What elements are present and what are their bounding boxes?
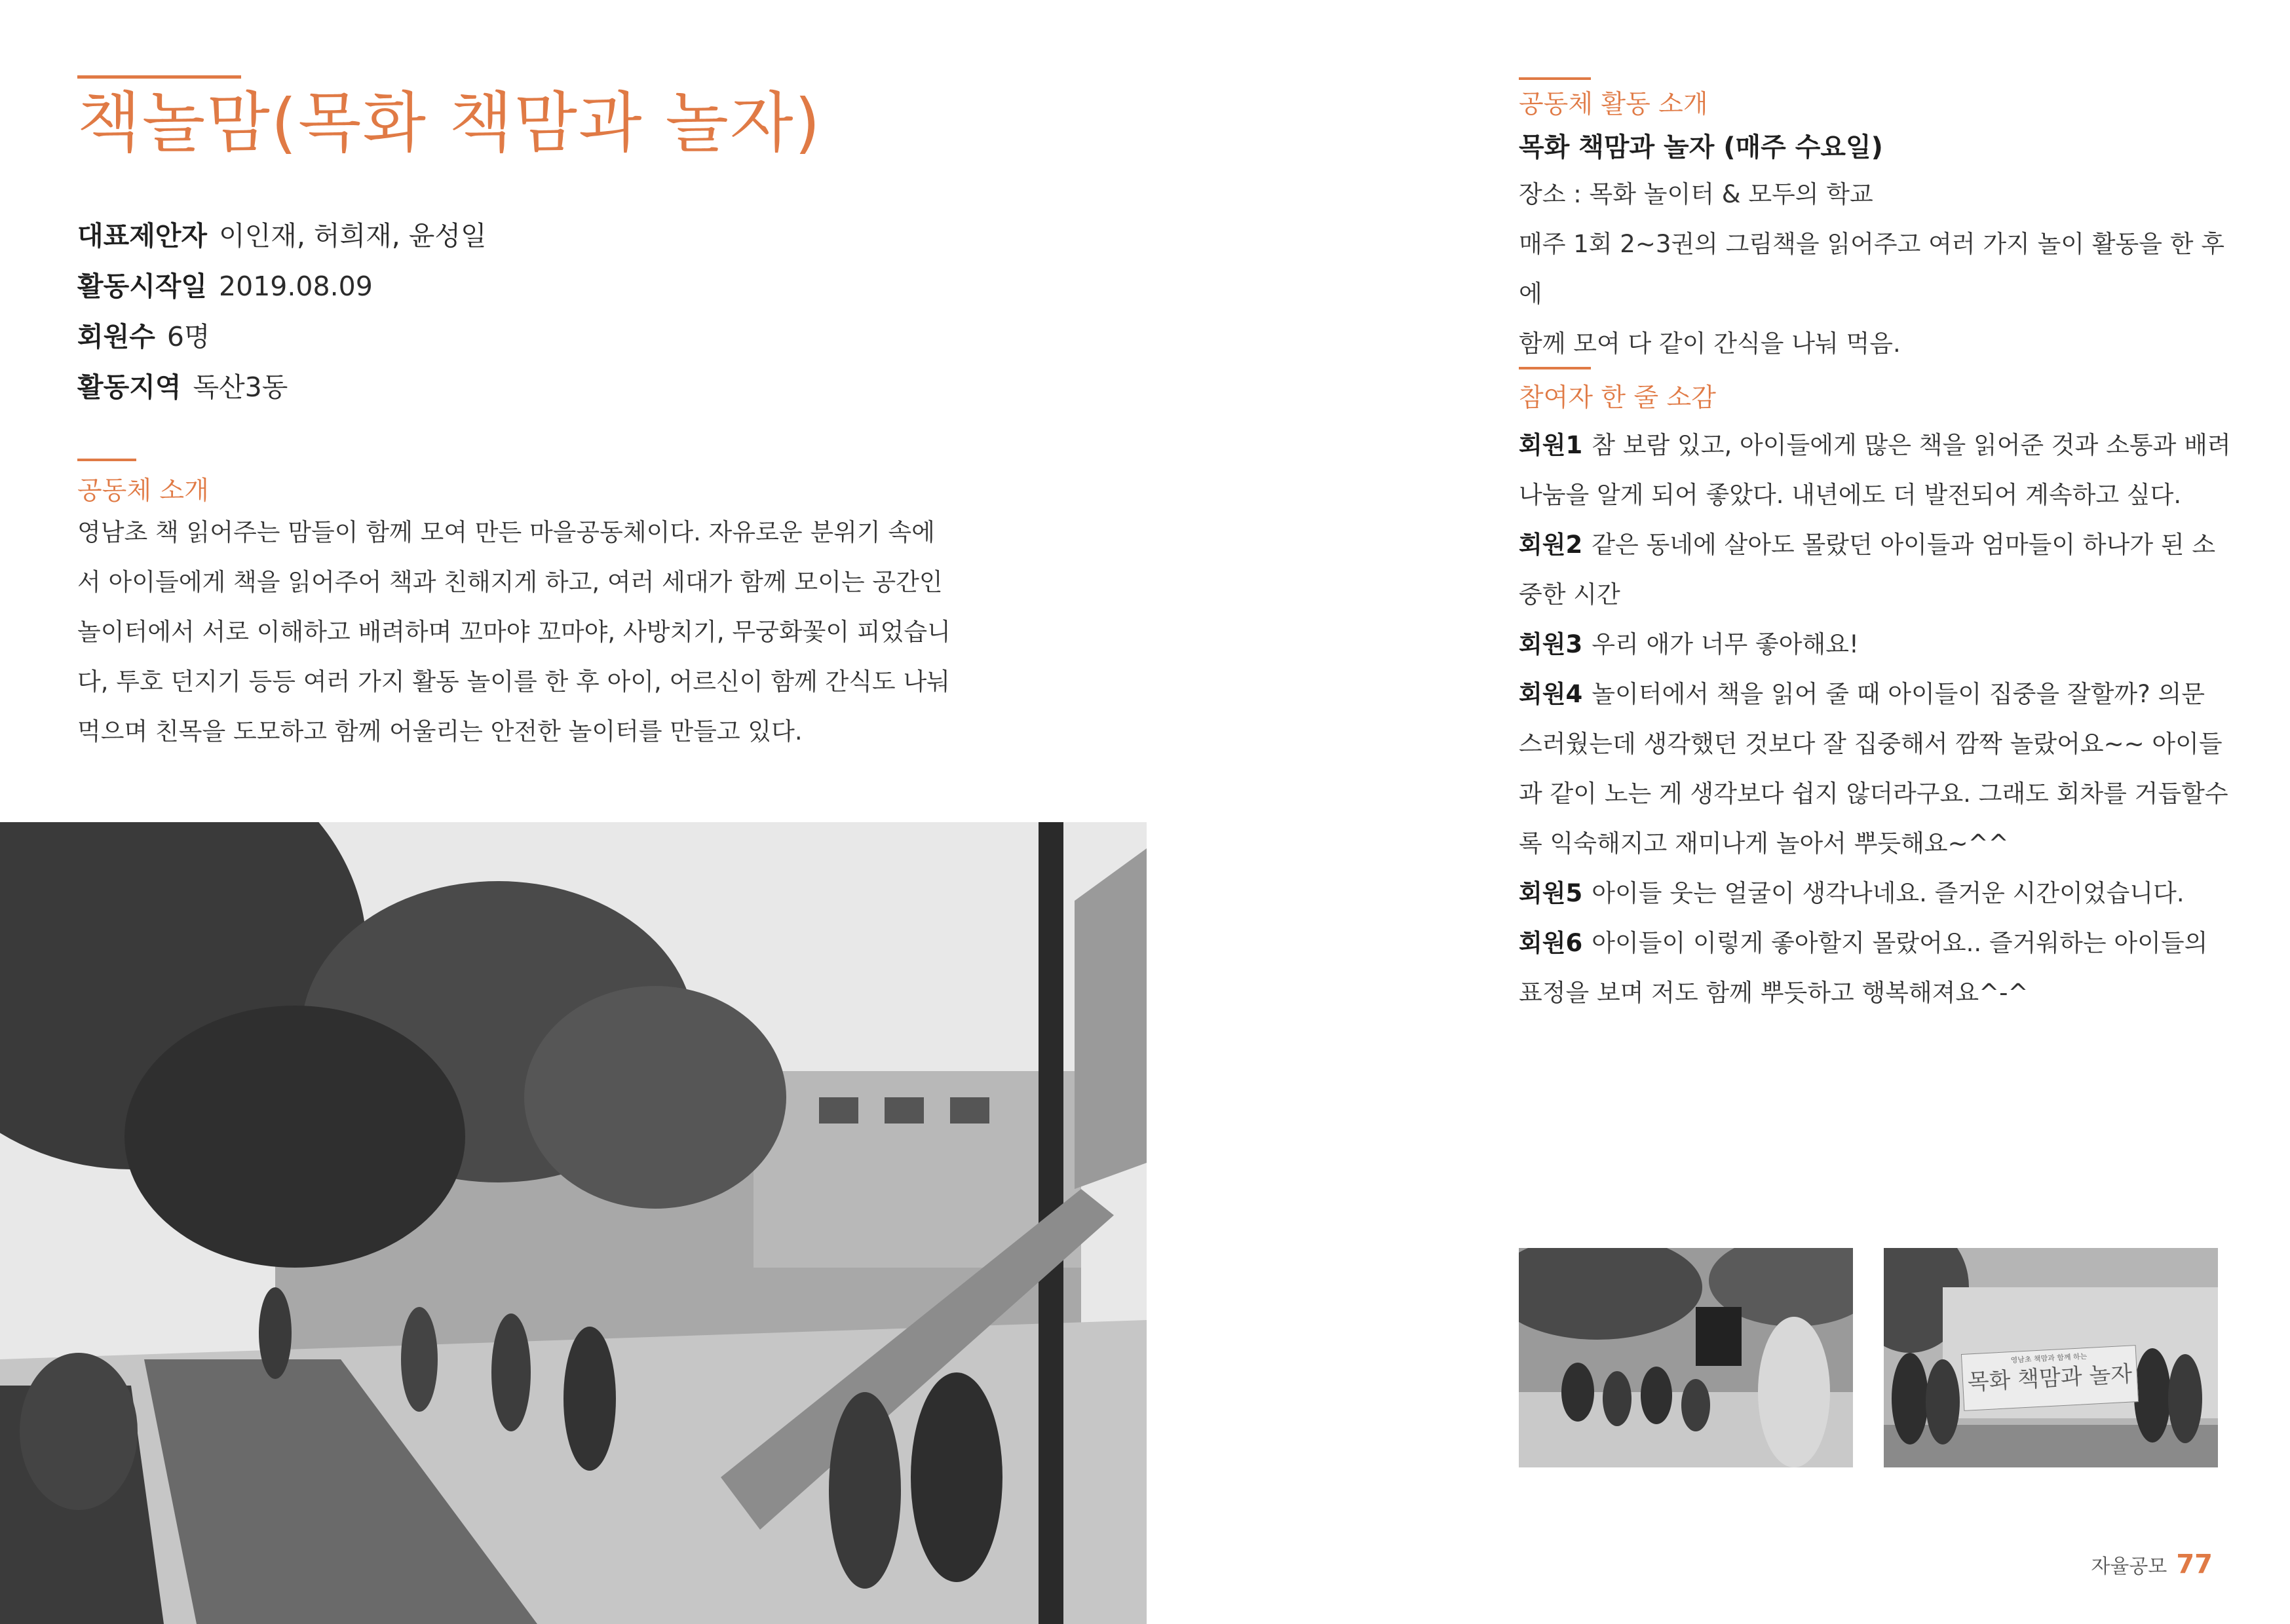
section-rule <box>77 459 136 461</box>
banner-small-text: 영남초 책맘과 함께 하는 <box>2010 1351 2088 1365</box>
feedback-list <box>1519 421 2240 1018</box>
text-line: 스러웠는데 생각했던 것보다 잘 집중해서 깜짝 놀랐어요~~ 아이들 <box>1519 730 2223 758</box>
feedback-item-6 <box>1519 918 2240 968</box>
feedback-item-5 <box>1519 869 2240 918</box>
text-line: 참 보람 있고, 아이들에게 많은 책을 읽어준 것과 소통과 배려 <box>1592 431 2231 459</box>
text-line: 같은 동네에 살아도 몰랐던 아이들과 엄마들이 하나가 된 소 <box>1592 531 2216 559</box>
section-rule <box>1519 77 1591 80</box>
info-label: 대표제안자 <box>77 220 208 252</box>
text-line: 서 아이들에게 책을 읽어주어 책과 친해지게 하고, 여러 세대가 함께 모이는 공간인 <box>77 568 943 596</box>
text-line: 놀이터에서 서로 이해하고 배려하며 꼬마야 꼬마야, 사방치기, 무궁화꽃이 피었습니 <box>77 618 951 646</box>
text-line: 매주 1회 2~3권의 그림책을 읽어주고 여러 가지 놀이 활동을 한 후에 <box>1519 230 2225 308</box>
member-label: 회원1 <box>1519 431 1583 459</box>
page-number: 77 <box>2176 1549 2213 1579</box>
community-intro-heading: 공동체 소개 <box>77 476 209 506</box>
text-line: 장소 : 목화 놀이터 & 모두의 학교 <box>1519 180 1873 208</box>
community-intro-text <box>77 508 962 757</box>
info-representative <box>77 211 487 261</box>
page-footer <box>2091 1549 2213 1579</box>
text-line: 과 같이 노는 게 생각보다 쉽지 않더라구요. 그래도 회차를 거듭할수 <box>1519 780 2228 808</box>
feedback-item-3 <box>1519 620 2240 670</box>
info-region <box>77 362 487 413</box>
reading-session-photo <box>1519 1248 1853 1467</box>
text-line: 영남초 책 읽어주는 맘들이 함께 모여 만든 마을공동체이다. 자유로운 분위기 속에 <box>77 518 935 546</box>
text-line: 록 익숙해지고 재미나게 놀아서 뿌듯해요~^^ <box>1519 829 2009 858</box>
footer-section: 자율공모 <box>2091 1555 2167 1578</box>
text-line: 나눔을 알게 되어 좋았다. 내년에도 더 발전되어 계속하고 싶다. <box>1519 481 2182 509</box>
feedback-item-2 <box>1519 520 2240 570</box>
text-line: 먹으며 친목을 도모하고 함께 어울리는 안전한 놀이터를 만들고 있다. <box>77 717 803 746</box>
info-value: 6명 <box>166 321 210 352</box>
info-members <box>77 312 487 362</box>
info-block <box>77 211 487 413</box>
text-line: 아이들 웃는 얼굴이 생각나네요. 즐거운 시간이었습니다. <box>1592 879 2185 907</box>
info-label: 활동지역 <box>77 371 181 403</box>
member-label: 회원5 <box>1519 879 1583 907</box>
member-label: 회원4 <box>1519 680 1583 708</box>
info-value: 독산3동 <box>193 371 288 403</box>
info-start-date <box>77 261 487 312</box>
info-value: 2019.08.09 <box>219 271 373 302</box>
activity-intro-text <box>1519 170 2240 369</box>
text-line: 우리 애가 너무 좋아해요! <box>1592 630 1859 658</box>
section-rule <box>1519 367 1591 369</box>
banner <box>1961 1345 2139 1411</box>
activity-subtitle: 목화 책맘과 놀자 (매주 수요일) <box>1519 132 1883 162</box>
text-line: 다, 투호 던지기 등등 여러 가지 활동 놀이를 한 후 아이, 어르신이 함께 간식도 나눠 <box>77 668 950 696</box>
text-line: 아이들이 이렇게 좋아할지 몰랐어요.. 즐거워하는 아이들의 <box>1592 929 2208 957</box>
member-label: 회원2 <box>1519 531 1583 559</box>
title-rule <box>77 75 241 79</box>
text-line: 놀이터에서 책을 읽어 줄 때 아이들이 집중을 잘할까? 의문 <box>1592 680 2205 708</box>
activity-intro-heading: 공동체 활동 소개 <box>1519 90 1708 119</box>
banner-text: 목화 책맘과 놀자 <box>1966 1361 2133 1396</box>
info-value: 이인재, 허희재, 윤성일 <box>219 220 487 252</box>
text-line: 함께 모여 다 같이 간식을 나눠 먹음. <box>1519 330 1901 358</box>
member-label: 회원3 <box>1519 630 1583 658</box>
playground-photo <box>0 822 1147 1624</box>
feedback-item-4 <box>1519 670 2240 719</box>
group-banner-photo <box>1884 1248 2218 1467</box>
feedback-item-1 <box>1519 421 2240 470</box>
text-line: 중한 시간 <box>1519 580 1620 609</box>
info-label: 회원수 <box>77 321 155 352</box>
page-title: 책놀맘(목화 책맘과 놀자) <box>77 85 822 161</box>
info-label: 활동시작일 <box>77 271 208 302</box>
member-label: 회원6 <box>1519 929 1583 957</box>
text-line: 표정을 보며 저도 함께 뿌듯하고 행복해져요^-^ <box>1519 979 2029 1007</box>
feedback-heading: 참여자 한 줄 소감 <box>1519 383 1716 413</box>
